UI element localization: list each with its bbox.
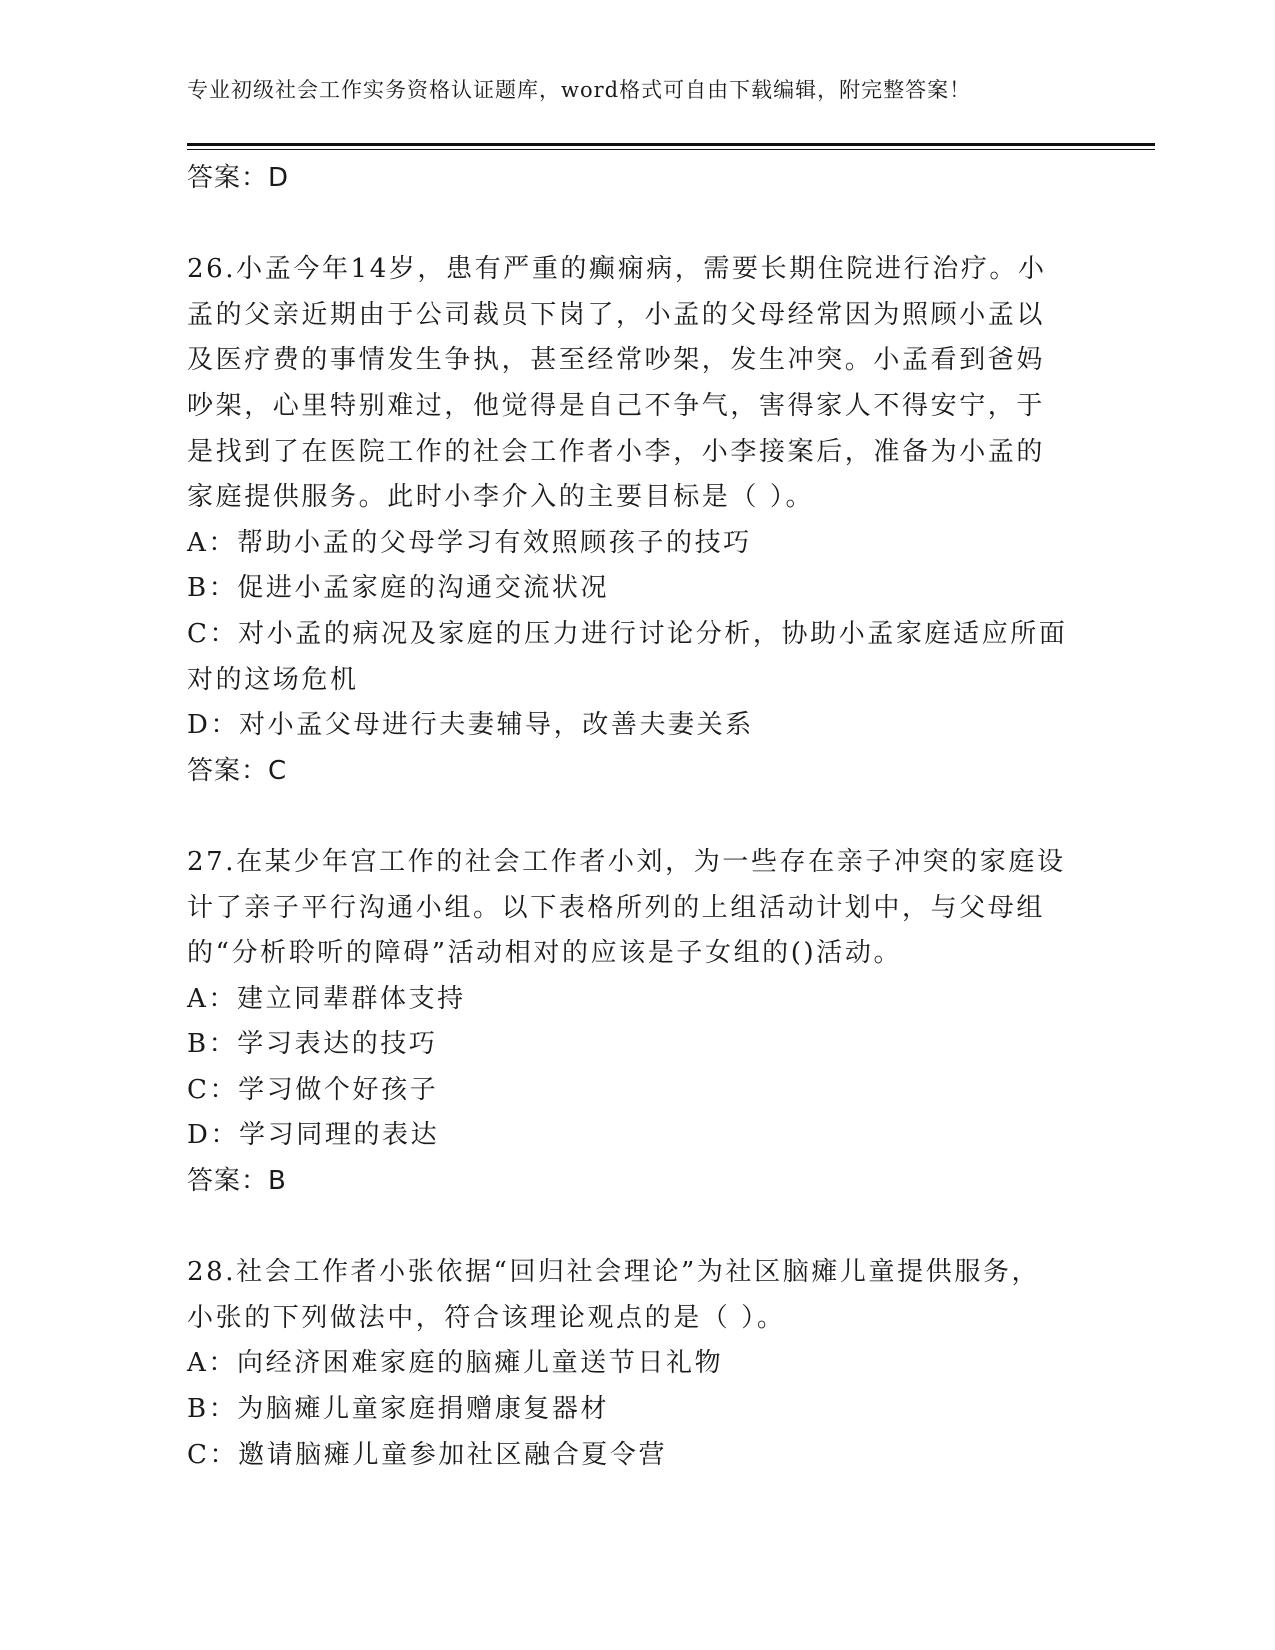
question-26 — [187, 247, 1087, 794]
option-b: B：促进小孟家庭的沟通交流状况 — [187, 573, 610, 604]
question-text-line: 家庭提供服务。此时小李介入的主要目标是（ ）。 — [187, 482, 815, 513]
answer-26: 答案：C — [187, 755, 288, 786]
option-d: D：学习同理的表达 — [187, 1120, 440, 1151]
question-text-line: 吵架，心里特别难过，他觉得是自己不争气，害得家人不得安宁，于 — [187, 390, 1046, 421]
answer-27: 答案：B — [187, 1166, 287, 1197]
spacer — [187, 202, 1087, 248]
option-a: A：帮助小孟的父母学习有效照顾孩子的技巧 — [187, 527, 752, 558]
question-28 — [187, 1250, 1087, 1478]
option-b: B：学习表达的技巧 — [187, 1029, 438, 1060]
header-rule-thin — [187, 149, 1155, 150]
question-text-line: 26.小孟今年14岁，患有严重的癫痫病，需要长期住院进行治疗。小 — [187, 254, 1047, 285]
option-c: C：学习做个好孩子 — [187, 1074, 439, 1105]
question-27 — [187, 840, 1087, 1205]
spacer — [187, 1205, 1087, 1251]
answer-25: 答案：D — [187, 163, 290, 193]
option-b: B：为脑瘫儿童家庭捐赠康复器材 — [187, 1394, 610, 1425]
option-c: C：邀请脑瘫儿童参加社区融合夏令营 — [187, 1439, 668, 1470]
option-c-continued: 对的这场危机 — [187, 664, 359, 695]
question-text-line: 计了亲子平行沟通小组。以下表格所列的上组活动计划中，与父母组 — [187, 892, 1046, 923]
question-text-line: 孟的父亲近期由于公司裁员下岗了，小孟的父母经常因为照顾小孟以 — [187, 299, 1046, 330]
option-a: A：建立同辈群体支持 — [187, 983, 466, 1014]
header-rule-thick — [187, 143, 1155, 146]
question-text-line: 的“分析聆听的障碍”活动相对的应该是子女组的()活动。 — [187, 938, 903, 969]
question-text-line: 小张的下列做法中，符合该理论观点的是（ ）。 — [187, 1302, 786, 1333]
option-a: A：向经济困难家庭的脑瘫儿童送节日礼物 — [187, 1348, 724, 1379]
document-body — [187, 156, 1087, 1478]
question-text-line: 及医疗费的事情发生争执，甚至经常吵架，发生冲突。小孟看到爸妈 — [187, 345, 1046, 376]
page-header: 专业初级社会工作实务资格认证题库，word格式可自由下载编辑，附完整答案！ — [187, 78, 972, 102]
question-text-line: 28.社会工作者小张依据“回归社会理论”为社区脑瘫儿童提供服务， — [187, 1257, 1041, 1288]
question-text-line: 是找到了在医院工作的社会工作者小李，小李接案后，准备为小孟的 — [187, 436, 1046, 467]
option-c: C：对小孟的病况及家庭的压力进行讨论分析，协助小孟家庭适应所面 — [187, 618, 1068, 649]
option-d: D：对小孟父母进行夫妻辅导，改善夫妻关系 — [187, 710, 754, 741]
spacer — [187, 794, 1087, 840]
question-text-line: 27.在某少年宫工作的社会工作者小刘，为一些存在亲子冲突的家庭设 — [187, 846, 1066, 877]
